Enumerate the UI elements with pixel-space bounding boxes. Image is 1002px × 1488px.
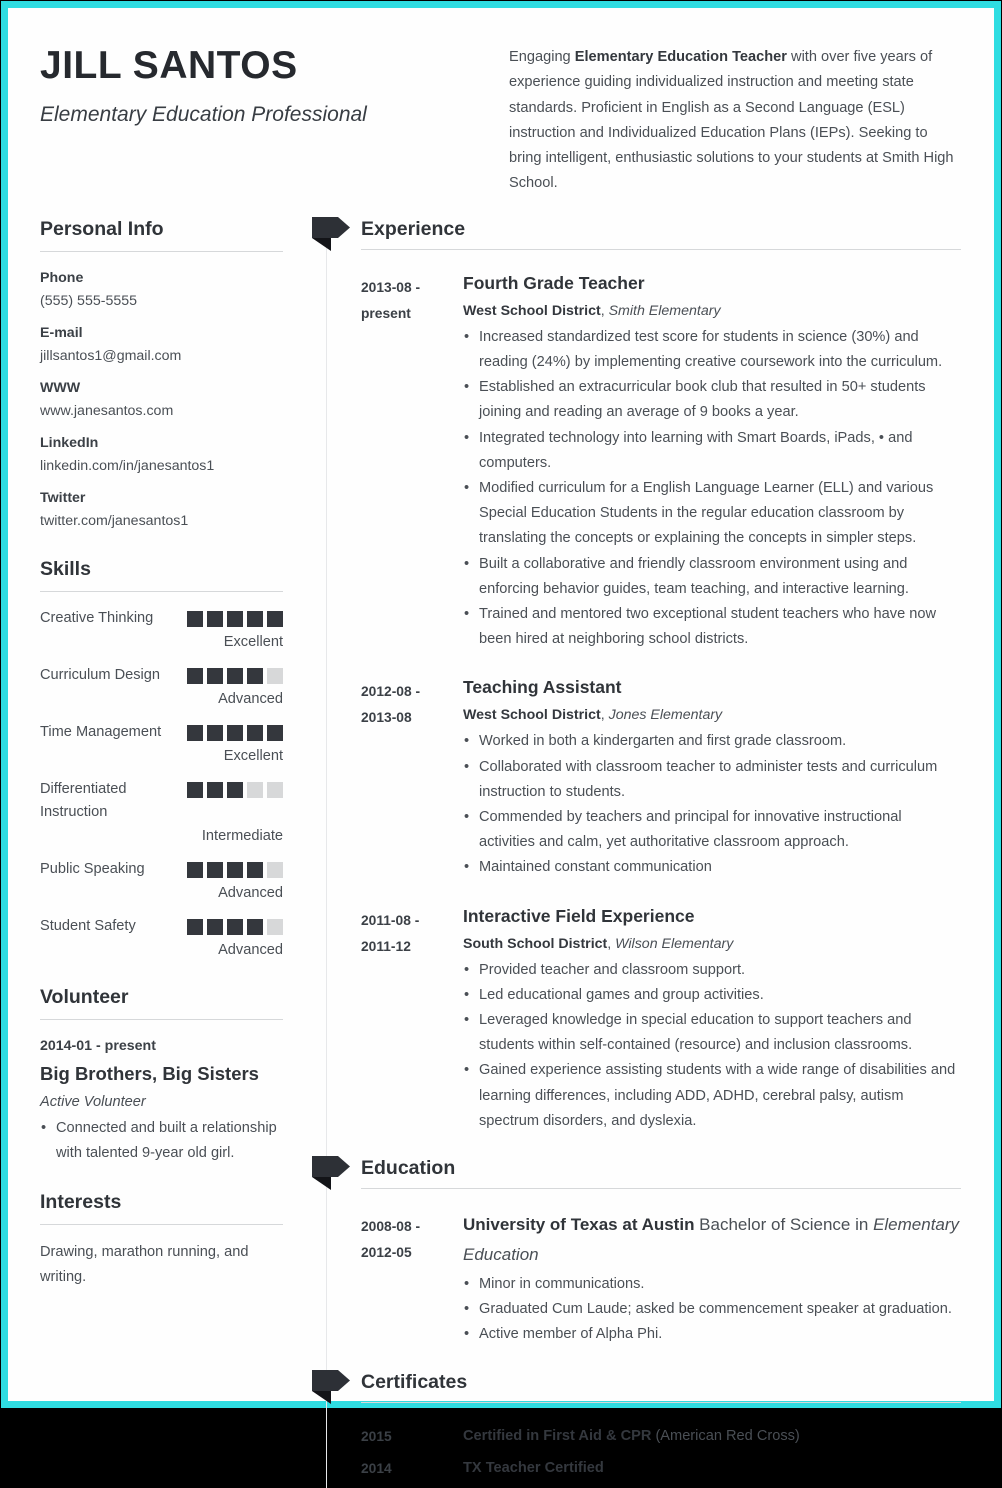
contact-value[interactable]: jillsantos1@gmail.com: [40, 347, 182, 364]
contact-value[interactable]: (555) 555-5555: [40, 292, 138, 309]
bullet-item: • Led educational games and group activities.: [463, 983, 961, 1008]
job-dates: [361, 675, 463, 880]
job-dates: [361, 904, 463, 1134]
rating-square-empty: [267, 668, 283, 684]
rating-square-filled: [207, 668, 223, 684]
skill-row: [40, 915, 283, 961]
job-company-name: West School District: [463, 707, 601, 724]
section-title: Skills: [40, 557, 91, 580]
section-ribbon-icon: [312, 217, 350, 251]
resume-page: [1, 1, 1001, 1476]
experience-heading: [361, 218, 961, 250]
right-column-wrap: [326, 218, 961, 1488]
skill-row: [40, 721, 283, 767]
job-entry: [361, 675, 961, 880]
skills-list: [40, 607, 283, 961]
skill-level-label: Excellent: [223, 747, 283, 764]
rating-square-filled: [207, 611, 223, 627]
rating-square-empty: [267, 782, 283, 798]
contact-item: [40, 487, 283, 533]
job-company-name: West School District: [463, 302, 601, 319]
certificate-name-line: [463, 1424, 961, 1449]
left-column: [40, 218, 283, 1488]
job-bullets: [463, 325, 961, 653]
education-date-end: 2012-05: [361, 1245, 412, 1261]
bullet-item: • Maintained constant communication: [463, 855, 961, 880]
bullet-item: • Minor in communications.: [463, 1272, 961, 1297]
skill-top: [40, 607, 283, 630]
section-title: Personal Info: [40, 217, 164, 240]
rating-square-filled: [247, 725, 263, 741]
skill-rating-squares: [187, 607, 283, 627]
skill-name: Differentiated Instruction: [40, 780, 127, 820]
rating-square-empty: [267, 919, 283, 935]
summary-paragraph: [509, 45, 961, 197]
skill-top: [40, 664, 283, 687]
education-entry: [361, 1210, 961, 1348]
job-company: [463, 933, 961, 956]
rating-square-filled: [187, 919, 203, 935]
contact-label: Phone: [40, 269, 84, 286]
skill-row: [40, 778, 283, 847]
interests-heading: [40, 1191, 283, 1225]
skill-rating-squares: [187, 721, 283, 741]
skill-level-label: Excellent: [223, 633, 283, 650]
section-title: Certificates: [361, 1370, 468, 1393]
job-company-sep: ,: [600, 302, 609, 319]
job-title: Interactive Field Experience: [463, 905, 695, 926]
section-title: Interests: [40, 1191, 122, 1214]
skill-name: Student Safety: [40, 917, 136, 934]
rating-square-filled: [247, 919, 263, 935]
skill-name: Creative Thinking: [40, 609, 154, 626]
job-date-end: 2013-08: [361, 710, 412, 726]
skill-top: [40, 858, 283, 881]
resume-body: [8, 218, 994, 1488]
bullet-item: • Connected and built a relationship with talented 9-year old girl.: [40, 1116, 283, 1166]
rating-square-filled: [267, 611, 283, 627]
job-company-detail: Smith Elementary: [608, 302, 721, 319]
contact-item: [40, 322, 283, 368]
education-heading: [361, 1157, 961, 1189]
education-degree-line: [463, 1210, 961, 1269]
certificate-row: [361, 1424, 961, 1449]
bullet-item: • Active member of Alpha Phi.: [463, 1322, 961, 1347]
certificates-heading: [361, 1371, 961, 1403]
skill-rating-squares: [187, 858, 283, 878]
rating-square-filled: [187, 668, 203, 684]
job-details: [463, 904, 961, 1134]
education-date-start: 2008-08 -: [361, 1219, 421, 1235]
job-details: [463, 675, 961, 880]
job-company: [463, 704, 961, 727]
certificate-detail: (American Red Cross): [651, 1427, 800, 1444]
rating-square-filled: [207, 782, 223, 798]
rating-square-filled: [247, 862, 263, 878]
volunteer-role: Active Volunteer: [40, 1093, 146, 1110]
job-company-detail: Wilson Elementary: [615, 935, 734, 952]
job-date-start: 2011-08 -: [361, 912, 420, 928]
job-company-sep: ,: [607, 935, 616, 952]
rating-square-filled: [187, 725, 203, 741]
contact-label: E-mail: [40, 324, 83, 341]
skill-row: [40, 858, 283, 904]
bullet-item: • Collaborated with classroom teacher to administer tests and curriculum instruction to students.: [463, 755, 961, 805]
contact-item: [40, 377, 283, 423]
job-entry: [361, 271, 961, 653]
volunteer-heading: [40, 986, 283, 1020]
job-details: [463, 271, 961, 653]
volunteer-organization: Big Brothers, Big Sisters: [40, 1062, 259, 1084]
education-details: [463, 1210, 961, 1348]
skill-top: [40, 721, 283, 744]
rating-square-filled: [227, 919, 243, 935]
certificate-year: 2014: [361, 1460, 392, 1476]
certificates-list: [361, 1424, 961, 1481]
rating-square-filled: [227, 611, 243, 627]
education-bullets: [463, 1272, 961, 1348]
right-column: [326, 218, 961, 1488]
volunteer-bullets: [40, 1116, 283, 1166]
job-date-end: 2011-12: [361, 938, 411, 954]
skill-name: Curriculum Design: [40, 666, 161, 683]
rating-square-empty: [247, 782, 263, 798]
contact-label: Twitter: [40, 489, 86, 506]
job-bullets: [463, 958, 961, 1134]
bullet-item: • Provided teacher and classroom support.: [463, 958, 961, 983]
rating-square-filled: [227, 725, 243, 741]
bullet-item: • Trained and mentored two exceptional student teachers who have now been hired at neighboring school districts.: [463, 602, 961, 652]
skill-row: [40, 607, 283, 653]
contact-item: [40, 432, 283, 478]
rating-square-filled: [207, 919, 223, 935]
bullet-item: • Leveraged knowledge in special education to support teachers and students within self-contained (resource) and inclusion classrooms.: [463, 1008, 961, 1058]
rating-square-filled: [267, 725, 283, 741]
bullet-item: • Commended by teachers and principal for innovative instructional activities and calm, yet authoritative classroom approach.: [463, 805, 961, 855]
bullet-item: • Worked in both a kindergarten and first grade classroom.: [463, 729, 961, 754]
job-bullets: [463, 729, 961, 880]
bullet-item: • Gained experience assisting students with a wide range of disabilities and learning differences, including ADD, ADHD, cerebral palsy, autism spectrum disorders, and dyslexia.: [463, 1058, 961, 1134]
education-field: Elementary Education: [463, 1215, 960, 1264]
job-company-name: South School District: [463, 935, 608, 952]
rating-square-filled: [187, 611, 203, 627]
rating-square-filled: [227, 782, 243, 798]
education-dates: [361, 1210, 463, 1348]
contact-value[interactable]: linkedin.com/in/janesantos1: [40, 457, 215, 474]
skill-name: Public Speaking: [40, 860, 145, 877]
section-ribbon-icon: [312, 1370, 350, 1404]
job-date-end: present: [361, 305, 411, 321]
skill-level-label: Advanced: [218, 884, 283, 901]
bullet-item: • Modified curriculum for a English Language Learner (ELL) and various Special Education Students in the regular education classroom by translating the concepts or explaining the concepts in simpler steps.: [463, 476, 961, 552]
rating-square-filled: [187, 862, 203, 878]
skill-rating-squares: [187, 915, 283, 935]
section-title: Volunteer: [40, 985, 129, 1008]
section-ribbon-icon: [312, 1156, 350, 1190]
contact-item: [40, 267, 283, 313]
skill-level-label: Advanced: [218, 941, 283, 958]
rating-square-filled: [227, 668, 243, 684]
personal-info-heading: [40, 218, 283, 252]
bullet-item: • Built a collaborative and friendly classroom environment using and enforcing behavior guides, team teaching, and interactive learning.: [463, 552, 961, 602]
certificate-name: Certified in First Aid & CPR: [463, 1427, 652, 1444]
bullet-item: • Increased standardized test score for students in science (30%) and reading (24%) by implementing creative coursework into the curriculum.: [463, 325, 961, 375]
bullet-item: • Established an extracurricular book club that resulted in 50+ students joining and reading an average of 9 books a year.: [463, 375, 961, 425]
summary-bold: Elementary Education Teacher: [574, 49, 787, 65]
contact-value[interactable]: www.janesantos.com: [40, 402, 174, 419]
certificate-name: TX Teacher Certified: [463, 1459, 604, 1476]
skills-heading: [40, 558, 283, 592]
job-date-start: 2012-08 -: [361, 684, 421, 700]
job-company-sep: ,: [600, 707, 609, 724]
job-dates: [361, 271, 463, 653]
job-entry: [361, 904, 961, 1134]
rating-square-filled: [207, 725, 223, 741]
skill-level-label: Intermediate: [201, 827, 283, 844]
resume-header: [8, 8, 994, 197]
job-company-detail: Jones Elementary: [608, 707, 723, 724]
section-title: Experience: [361, 217, 466, 240]
skill-rating-squares: [187, 778, 283, 798]
certificate-row: [361, 1456, 961, 1481]
education-degree: Bachelor of Science in: [694, 1215, 874, 1235]
skill-rating-squares: [187, 664, 283, 684]
skill-row: [40, 664, 283, 710]
certificate-name-line: [463, 1456, 961, 1481]
name-block: [40, 45, 367, 197]
contact-label: WWW: [40, 379, 81, 396]
bullet-item: • Graduated Cum Laude; asked be commencement speaker at graduation.: [463, 1297, 961, 1322]
job-title: Teaching Assistant: [463, 677, 622, 698]
skill-top: [40, 915, 283, 938]
job-company: [463, 300, 961, 323]
summary-pre: Engaging: [509, 49, 575, 65]
section-title: Education: [361, 1157, 456, 1180]
education-school: University of Texas at Austin: [463, 1215, 695, 1235]
contact-value[interactable]: twitter.com/janesantos1: [40, 512, 189, 529]
rating-square-empty: [267, 862, 283, 878]
rating-square-filled: [247, 668, 263, 684]
certificate-year: 2015: [361, 1428, 392, 1444]
interests-text: Drawing, marathon running, and writing.: [40, 1244, 249, 1286]
bullet-item: • Integrated technology into learning with Smart Boards, iPads, • and computers.: [463, 426, 961, 476]
rating-square-filled: [247, 611, 263, 627]
job-date-start: 2013-08 -: [361, 279, 421, 295]
skill-level-label: Advanced: [218, 690, 283, 707]
rating-square-filled: [187, 782, 203, 798]
person-title: Elementary Education Professional: [40, 102, 367, 126]
skill-top: [40, 778, 283, 824]
skill-name: Time Management: [40, 723, 162, 740]
contact-label: LinkedIn: [40, 434, 99, 451]
contact-list: [40, 267, 283, 533]
rating-square-filled: [227, 862, 243, 878]
job-title: Fourth Grade Teacher: [463, 272, 645, 293]
person-name: JILL SANTOS: [40, 44, 298, 87]
rating-square-filled: [207, 862, 223, 878]
summary-post: with over five years of experience guiding individualized instruction and meeting state standards. Proficient in English as a Second Language (ESL) instruction and Individualized Education Plans (IEPs). Seeking to bring intelligent, enthusiastic solutions to your students at Smith High School.: [509, 49, 954, 192]
volunteer-dates: 2014-01 - present: [40, 1037, 156, 1054]
